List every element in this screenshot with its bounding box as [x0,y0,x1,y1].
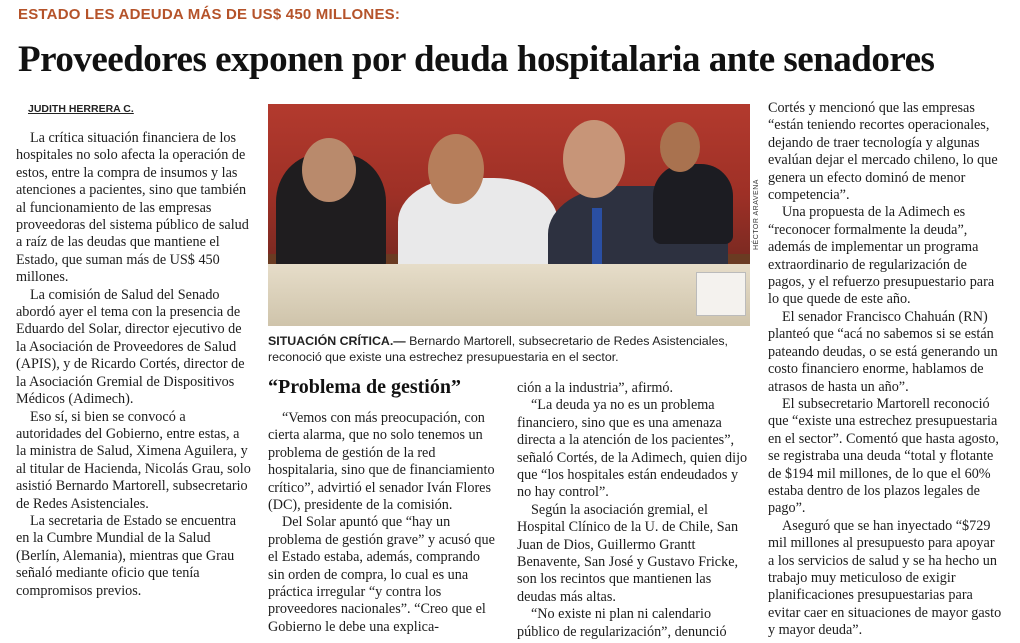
paragraph: “No existe ni plan ni calendario público de regularización”, denunció [517,606,727,640]
paragraph: “Vemos con más preocupación, con cierta alarma, que no solo tenemos un problema de gestión de la red hospitalaria, sino que de financiamiento crítico”, advirtió el senador Iván Flores (DC), presidente de la comisión. [268,410,495,514]
paragraph: La crítica situación financiera de los hospitales no solo afecta la operación de estos, entre la compra de insumos y las atenciones a pacientes, sino que también al funcionamiento de las empresas proveedoras del sistema público de salud a raíz de las deudas que mantiene el Estado, que suman más de US$ 450 millones. [16,130,249,286]
paragraph: Según la asociación gremial, el Hospital Clínico de la U. de Chile, San Juan de Dios, Guillermo Grantt Benavente, San José y Gustavo Fricke, son los recintos que mantienen las deudas más altas. [517,501,739,605]
paragraph: Del Solar apuntó que “hay un problema de gestión grave” y acusó que el Estado estaba, además, comprando sin orden de compra, lo cual es una práctica irregular “y contra los proveedores nacionales”. “Creo que el Gobierno le debe una explica- [268,514,495,635]
article-photo [268,104,750,326]
caption-text: Bernardo Martorell, subsecretario de Redes Asistenciales, reconoció que existe una estrechez presupuestaria en el sector. [268,334,728,364]
caption-lead: SITUACIÓN CRÍTICA.— [268,334,406,348]
article-column-1 [16,130,252,600]
paragraph: Eso sí, si bien se convocó a autoridades del Gobierno, entre estas, a la ministra de Salud, Ximena Aguilera, y al titular de Hacienda, Nicolás Grau, solo asistió Bernardo Martorell, subsecretario de Redes Asistenciales. [16,408,251,512]
byline: JUDITH HERRERA C. [28,103,134,115]
paragraph: ción a la industria”, afirmó. [517,380,674,396]
paragraph: Aseguró que se han inyectado “$729 mil millones al presupuesto para apoyar a los servicios de salud y se ha hecho un trabajo muy meticuloso de exigir planificaciones presupuestarias para evitar caer en situaciones de mayor gasto y mayor deuda”. [768,517,1002,639]
photo-table [268,264,750,326]
photo-head-right [563,120,625,198]
paragraph: Una propuesta de la Adimech es “reconocer formalmente la deuda”, además de implementar un programa extraordinario de regularización de pagos, y el refuerzo presupuestario para lo que quede de este año. [768,204,995,308]
paragraph: Cortés y mencionó que las empresas “están teniendo recortes operacionales, dejando de traer tecnología y algunas evalúan dejar el mercado chileno, lo que genera un efecto dominó de menor competencia”. [768,100,998,204]
photo-caption [268,333,752,365]
photo-laptop [696,272,746,316]
paragraph: El subsecretario Martorell reconoció que “existe una estrechez presupuestaria en el sector”. Comentó que hasta agosto, se registraba una deuda “total y flotante de $194 mil millones, de lo que el 60% estaba dentro de los plazos legales de pago”. [768,395,999,517]
kicker: ESTADO LES ADEUDA MÁS DE US$ 450 MILLONES: [18,6,401,23]
photo-credit: HÉCTOR ARAVENA [753,179,760,250]
photo-head-center [428,134,484,204]
article-column-4 [768,100,1004,640]
photo-head-left [302,138,356,202]
paragraph: La secretaria de Estado se encuentra en la Cumbre Mundial de la Salud (Berlín, Alemania), mientras que Grau señaló mediante oficio que tenía compromisos previos. [16,512,236,599]
subhead: “Problema de gestión” [268,376,461,398]
photo-person-back [653,164,733,244]
headline: Proveedores exponen por deuda hospitalaria ante senadores [18,39,935,80]
photo-head-back [660,122,700,172]
article-column-3 [517,380,753,641]
paragraph: “La deuda ya no es un problema financiero, sino que es una amenaza directa a la atención de los pacientes”, señaló Cortés, de la Adimech, quien dijo que “los hospitales están endeudados y no hay control”. [517,397,748,501]
paragraph: El senador Francisco Chahuán (RN) planteó que “acá no sabemos si se están pateando deudas, o se está generando un costo financiero enorme, hablamos de atrasos de hasta un año”. [768,308,998,395]
article-column-2 [268,410,498,636]
paragraph: La comisión de Salud del Senado abordó ayer el tema con la presencia de Eduardo del Solar, director ejecutivo de la Asociación de Proveedores de Salud (APIS), y de Ricardo Cortés, director de la Asociación Gremial de Dispositivos Médicos (Adimech). [16,286,245,408]
